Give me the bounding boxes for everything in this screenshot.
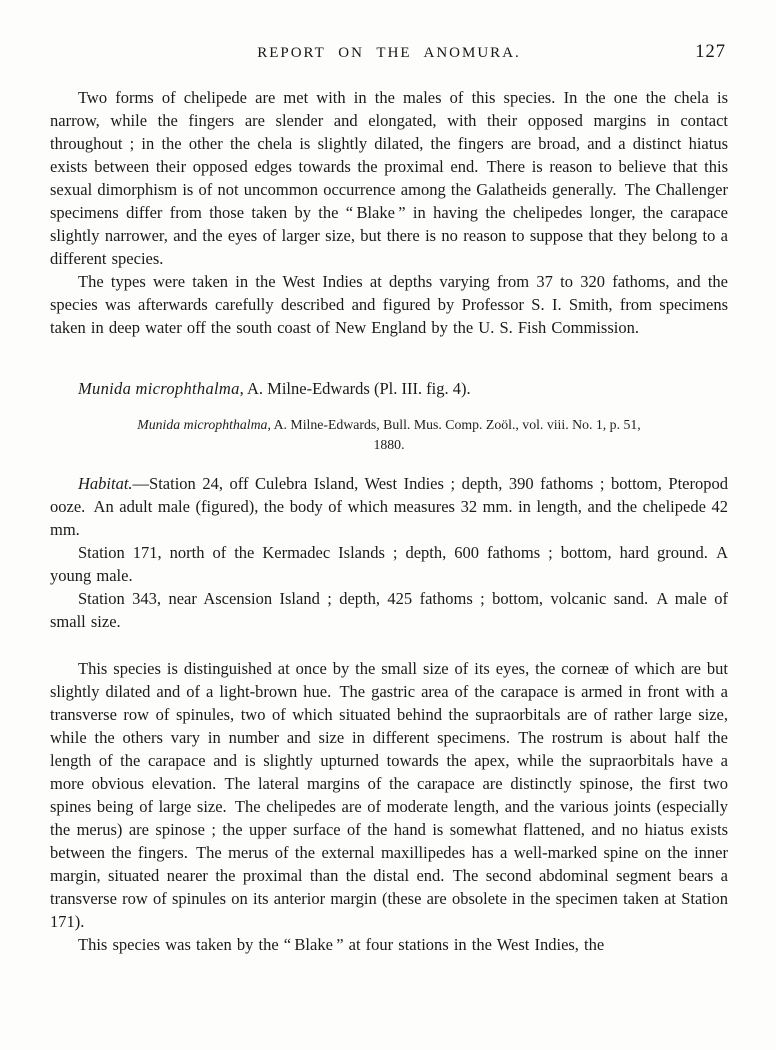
species-authority: , A. Milne-Edwards (Pl. III. fig. 4). <box>239 379 471 398</box>
station-171-paragraph: Station 171, north of the Kermadec Islands ; depth, 600 fathoms ; bottom, hard ground. A young male. <box>50 543 728 585</box>
habitat-paragraph <box>50 472 728 541</box>
station-343-paragraph: Station 343, near Ascension Island ; depth, 425 fathoms ; bottom, volcanic sand. A male of small size. <box>50 589 728 631</box>
paragraph-chelipede-dimorphism: Two forms of chelipede are met with in the males of this species. In the one the chela is narrow, while the fingers are slender and elongated, with their opposed margins in contact throughout ; in the other the chela is slightly dilated, the fingers are broad, and a distinct hiatus exists between their opposed edges towards the proximal end. There is reason to believe that this sexual dimorphism is of not uncommon occurrence among the Galatheids generally. The Challenger specimens differ from those taken by the “ Blake ” in having the chelipedes longer, the carapace slightly narrower, and the eyes of larger size, but there is no reason to suppose that they belong to a different species. <box>50 88 728 268</box>
closing-paragraph: This species was taken by the “ Blake ” at four stations in the West Indies, the <box>78 935 605 954</box>
citation-reference: , A. Milne-Edwards, Bull. Mus. Comp. Zoöl., vol. viii. No. 1, p. 51, <box>267 417 641 432</box>
citation-species-name: Munida microphthalma <box>137 417 268 432</box>
species-name: Munida microphthalma <box>78 379 240 398</box>
running-title: REPORT ON THE ANOMURA. <box>257 45 521 61</box>
species-heading <box>78 377 728 400</box>
page-number: 127 <box>695 42 726 62</box>
habitat-label: Habitat. <box>78 474 133 493</box>
citation-block <box>50 415 728 455</box>
page-header <box>50 44 728 66</box>
habitat-text: —Station 24, off Culebra Island, West Indies ; depth, 390 fathoms ; bottom, Pteropod ooze. An adult male (figured), the body of which measures 32 mm. in length, and the chelipede 42 mm. <box>50 474 728 539</box>
citation-text <box>137 417 640 432</box>
description-paragraph: This species is distinguished at once by the small size of its eyes, the corneæ of which are but slightly dilated and of a light-brown hue. The gastric area of the carapace is armed in front with a transverse row of spinules, two of which situated behind the supraorbitals are of rather large size, while the others vary in number and size in different specimens. The rostrum is about half the length of the carapace and is slightly upturned towards the apex, while the supraorbitals have a more obvious elevation. The lateral margins of the carapace are distinctly spinose, the first two spines being of large size. The chelipedes are of moderate length, and the various joints (especially the merus) are spinose ; the upper surface of the hand is somewhat flattened, and no hiatus exists between the fingers. The merus of the external maxillipedes has a well-marked spine on the inner margin, situated nearer the proximal than the distal end. The second abdominal segment bears a transverse row of spinules on its anterior margin (these are obsolete in the specimen taken at Station 171). <box>50 659 728 931</box>
paragraph-type-locality: The types were taken in the West Indies at depths varying from 37 to 320 fathoms, and the species was afterwards carefully described and figured by Professor S. I. Smith, from specimens taken in deep water off the south coast of New England by the U. S. Fish Commission. <box>50 272 728 337</box>
citation-year: 1880. <box>373 437 405 452</box>
